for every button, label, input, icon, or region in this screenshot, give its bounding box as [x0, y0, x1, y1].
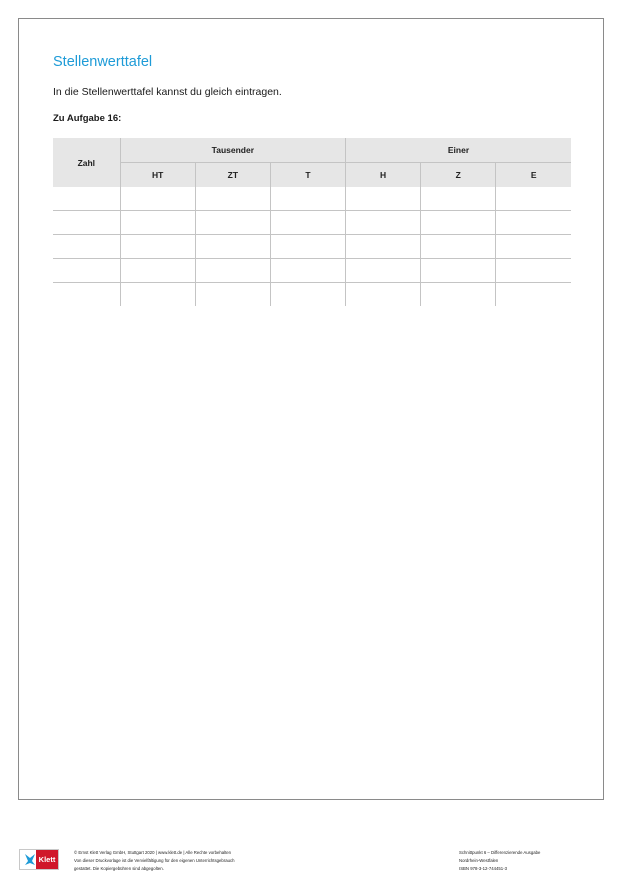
- legal-line: Von dieser Druckvorlage ist die Vervielfältigung für den eigenen Unterrichtsgebrauch: [74, 858, 235, 863]
- table-cell: [195, 235, 270, 259]
- legal-line: © Ernst Klett Verlag GmbH, Stuttgart 2020 | www.klett.de | Alle Rechte vorbehalten: [74, 850, 232, 855]
- table-cell: [346, 211, 421, 235]
- header-group-einer: Einer: [346, 138, 571, 163]
- table-cell: [120, 211, 195, 235]
- product-line: Nordrhein-Westfalen: [459, 858, 499, 863]
- table-cell: [496, 283, 571, 307]
- header-group-tausender: Tausender: [120, 138, 345, 163]
- table-row: [53, 235, 571, 259]
- table-cell: [346, 187, 421, 211]
- table-cell: [53, 187, 120, 211]
- table-cell: [270, 235, 345, 259]
- product-info: [459, 849, 540, 873]
- table-cell: [195, 211, 270, 235]
- table-cell: [195, 259, 270, 283]
- page-frame: [18, 18, 604, 800]
- table-cell: [53, 259, 120, 283]
- table-cell: [120, 259, 195, 283]
- table-cell: [346, 283, 421, 307]
- table-cell: [120, 235, 195, 259]
- table-cell: [346, 235, 421, 259]
- table-row: [53, 211, 571, 235]
- legal-line: gestattet. Die Kopiergebühren sind abgegolten.: [74, 866, 164, 871]
- table-cell: [421, 283, 496, 307]
- table-row: [53, 259, 571, 283]
- table-cell: [421, 235, 496, 259]
- task-label: Zu Aufgabe 16:: [53, 113, 122, 124]
- header-col-e: E: [496, 163, 571, 188]
- table-cell: [346, 259, 421, 283]
- table-cell: [496, 259, 571, 283]
- intro-text: In die Stellenwerttafel kannst du gleich eintragen.: [53, 86, 282, 98]
- table-cell: [195, 187, 270, 211]
- table-cell: [496, 211, 571, 235]
- header-col-h: H: [346, 163, 421, 188]
- product-line: ISBN 978-3-12-744451-3: [459, 866, 508, 871]
- table-cell: [496, 235, 571, 259]
- table-cell: [53, 211, 120, 235]
- table-cell: [53, 235, 120, 259]
- klett-logo: [19, 849, 59, 870]
- table-cell: [421, 211, 496, 235]
- table-cell: [270, 259, 345, 283]
- table-cell: [421, 187, 496, 211]
- legal-notice: [74, 849, 235, 873]
- footer: [0, 840, 625, 880]
- header-col-zt: ZT: [195, 163, 270, 188]
- table-row: [53, 283, 571, 307]
- product-line: Schnittpunkt 6 – Differenzierende Ausgabe: [459, 850, 541, 855]
- klett-logo-icon: [23, 852, 37, 867]
- table-cell: [270, 187, 345, 211]
- table-cell: [270, 211, 345, 235]
- header-col-z: Z: [421, 163, 496, 188]
- table-cell: [53, 283, 120, 307]
- table-row: [53, 187, 571, 211]
- table-cell: [270, 283, 345, 307]
- table-body: [53, 187, 571, 306]
- table-cell: [195, 283, 270, 307]
- klett-logo-text: Klett: [36, 850, 58, 869]
- place-value-table: [53, 138, 571, 306]
- header-col-ht: HT: [120, 163, 195, 188]
- table-cell: [120, 187, 195, 211]
- header-col-t: T: [270, 163, 345, 188]
- page-title: Stellenwerttafel: [53, 54, 153, 70]
- table-cell: [496, 187, 571, 211]
- table-cell: [120, 283, 195, 307]
- header-zahl: Zahl: [53, 138, 120, 187]
- table-cell: [421, 259, 496, 283]
